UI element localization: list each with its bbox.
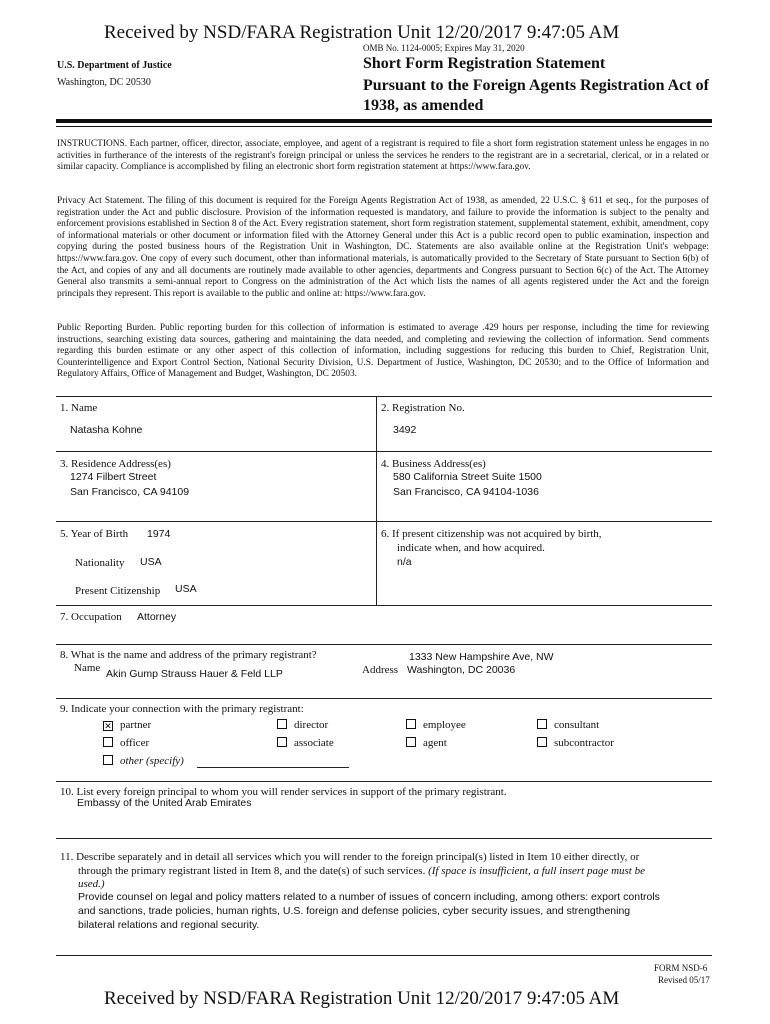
instructions-paragraph: INSTRUCTIONS. Each partner, officer, director, associate, employee, and agent of a registrant is required to file a short form registration statement unless he engages in no activities in furtherance of the interests of the registrant's foreign principal or unless the services he renders to the registrant are in a secretarial, clerical, or in a related or similar capacity. Compliance is accomplished by filing an electronic short form registration statement at https://www.fara.gov. xyxy=(57,139,709,173)
checkbox-icon xyxy=(406,719,416,729)
services-value-line2: and sanctions, trade policies, human rights, U.S. foreign and defense policies, cyber security issues, and strengthening xyxy=(78,905,631,917)
checkbox-employee-label: employee xyxy=(423,719,466,731)
business-address-line1: 580 California Street Suite 1500 xyxy=(393,471,542,483)
primary-registrant-address-line1: 1333 New Hampshire Ave, NW xyxy=(409,651,554,663)
checkbox-icon xyxy=(537,719,547,729)
privacy-act-paragraph: Privacy Act Statement. The filing of this document is required for the Foreign Agents Registration Act of 1938, as amended, 22 U.S.C. § 611 et seq., for the purposes of registration under the Act and public disclosure. Provision of the information requested is mandatory, and failure to provide the information is subject to the penalty and enforcement provisions established in Section 8 of the Act. Every registration statement, short form registration statement, supplemental statement, exhibit, amendment, copy of informational materials or other document or information filed with the Attorney General under this Act is a public record open to public examination, inspection and copying during the posted business hours of the Registration Unit in Washington, DC. Statements are also available online at the Registration Unit's webpage: https://www.fara.gov. One copy of every such document, other than informational materials, is automatically provided to the Secretary of State pursuant to Section 6(b) of the Act, and copies of any and all documents are routinely made available to other agencies, departments and Congress pursuant to Section 6(c) of the Act. The Attorney General also transmits a semi-annual report to Congress on the administration of the Act which lists the names of all agents registered under the Act and the foreign principals they represent. This report is available to the public and online at: https://www.fara.gov. xyxy=(57,196,709,299)
form-revision: Revised 05/17 xyxy=(658,975,710,985)
connection-label: 9. Indicate your connection with the primary registrant: xyxy=(60,703,304,715)
nationality-value: USA xyxy=(140,556,162,568)
checkbox-icon xyxy=(277,719,287,729)
received-stamp-top: Received by NSD/FARA Registration Unit 12/20/2017 9:47:05 AM xyxy=(104,22,620,43)
other-specify-line xyxy=(197,767,349,768)
item6-value: n/a xyxy=(397,556,412,568)
registration-number-value: 3492 xyxy=(393,424,417,436)
department-city: Washington, DC 20530 xyxy=(57,77,151,88)
row-divider-1 xyxy=(56,451,712,452)
residence-address-line2: San Francisco, CA 94109 xyxy=(70,486,190,498)
services-label-line3: used.) xyxy=(78,878,105,890)
services-value-line1: Provide counsel on legal and policy matters related to a number of issues of concern including, among others: export controls xyxy=(78,891,660,903)
checkbox-consultant-label: consultant xyxy=(554,719,600,731)
checkbox-agent[interactable] xyxy=(406,737,447,749)
primary-registrant-address-line2: Washington, DC 20036 xyxy=(407,664,516,676)
services-label-line2b: (If space is insufficient, a full insert page must be xyxy=(428,865,645,877)
occupation-label: 7. Occupation xyxy=(60,611,122,623)
primary-registrant-label: 8. What is the name and address of the primary registrant? xyxy=(60,649,317,661)
business-address-label: 4. Business Address(es) xyxy=(381,458,486,470)
checkbox-icon xyxy=(277,737,287,747)
checkbox-officer-label: officer xyxy=(120,737,150,749)
omb-number: OMB No. 1124-0005; Expires May 31, 2020 xyxy=(363,43,525,53)
form-title-line3: 1938, as amended xyxy=(363,97,484,114)
checkbox-consultant[interactable] xyxy=(537,719,599,731)
row-divider-2 xyxy=(56,521,712,522)
present-citizenship-value: USA xyxy=(175,583,197,595)
checkbox-partner-label: partner xyxy=(120,719,152,731)
name-value: Natasha Kohne xyxy=(70,424,143,436)
year-of-birth-label: 5. Year of Birth xyxy=(60,528,129,540)
row-divider-5 xyxy=(56,698,712,699)
checkbox-icon xyxy=(406,737,416,747)
checkbox-director-label: director xyxy=(294,719,329,731)
form-center-divider xyxy=(376,396,377,606)
primary-registrant-address-label: Address xyxy=(362,664,399,676)
header-thin-rule xyxy=(56,126,712,127)
department-name: U.S. Department of Justice xyxy=(57,60,172,71)
item6-label-line1: 6. If present citizenship was not acquired by birth, xyxy=(381,528,602,540)
checkbox-subcontractor-label: subcontractor xyxy=(554,737,614,749)
form-title-line2: Pursuant to the Foreign Agents Registration Act of xyxy=(363,77,709,94)
services-label-line2a: through the primary registrant listed in Item 8, and the date(s) of such services. xyxy=(78,865,426,877)
row-divider-8 xyxy=(56,955,712,956)
residence-address-line1: 1274 Filbert Street xyxy=(70,471,157,483)
services-label-line1: 11. Describe separately and in detail all services which you will render to the foreign principal(s) listed in Item 10 either directly, or xyxy=(60,851,640,863)
primary-registrant-name-label: Name xyxy=(74,662,101,674)
present-citizenship-label: Present Citizenship xyxy=(75,585,161,597)
checkbox-icon xyxy=(537,737,547,747)
primary-registrant-name-value: Akin Gump Strauss Hauer & Feld LLP xyxy=(106,668,283,680)
checkbox-director[interactable] xyxy=(277,719,328,731)
services-label-line2 xyxy=(78,865,645,877)
foreign-principals-value: Embassy of the United Arab Emirates xyxy=(77,797,252,809)
checkbox-agent-label: agent xyxy=(423,737,447,749)
form-number: FORM NSD-6 xyxy=(654,963,708,973)
name-label: 1. Name xyxy=(60,402,98,414)
checkbox-subcontractor[interactable] xyxy=(537,737,614,749)
checkbox-icon xyxy=(103,755,113,765)
nationality-label: Nationality xyxy=(75,557,125,569)
checkbox-icon xyxy=(103,737,113,747)
public-burden-paragraph: Public Reporting Burden. Public reporting burden for this collection of information is estimated to average .429 hours per response, including the time for reviewing instructions, searching existing data sources, gathering and maintaining the data needed, and completing and reviewing the collection of information. Send comments regarding this burden estimate or any other aspect of this collection of information, including suggestions for reducing this burden to Chief, Registration Unit, Counterintelligence and Export Control Section, National Security Division, U.S. Department of Justice, Washington, DC 20530; and to the Office of Information and Regulatory Affairs, Office of Management and Budget, Washington, DC 20503. xyxy=(57,323,709,380)
item6-label-line2: indicate when, and how acquired. xyxy=(397,542,545,554)
checkbox-employee[interactable] xyxy=(406,719,466,731)
form-top-border xyxy=(56,396,712,397)
row-divider-3 xyxy=(56,605,712,606)
services-value-line3: bilateral relations and regional security. xyxy=(78,919,260,931)
checkbox-other-label: other (specify) xyxy=(120,755,184,767)
checkbox-other[interactable] xyxy=(103,755,184,767)
registration-number-label: 2. Registration No. xyxy=(381,402,465,414)
year-of-birth-value: 1974 xyxy=(147,528,171,540)
row-divider-6 xyxy=(56,781,712,782)
row-divider-4 xyxy=(56,644,712,645)
business-address-line2: San Francisco, CA 94104-1036 xyxy=(393,486,539,498)
occupation-value: Attorney xyxy=(137,611,177,623)
checkbox-associate-label: associate xyxy=(294,737,334,749)
checkbox-associate[interactable] xyxy=(277,737,334,749)
row-divider-7 xyxy=(56,838,712,839)
checked-box-icon: ✕ xyxy=(104,721,112,731)
checkbox-partner[interactable] xyxy=(103,719,151,731)
foreign-principals-label: 10. List every foreign principal to whom you will render services in support of the primary registrant. xyxy=(60,786,507,798)
form-title-line1: Short Form Registration Statement xyxy=(363,55,606,72)
checkbox-officer[interactable] xyxy=(103,737,149,749)
header-thick-rule xyxy=(56,119,712,123)
residence-address-label: 3. Residence Address(es) xyxy=(60,458,171,470)
received-stamp-bottom: Received by NSD/FARA Registration Unit 12/20/2017 9:47:05 AM xyxy=(104,988,620,1009)
